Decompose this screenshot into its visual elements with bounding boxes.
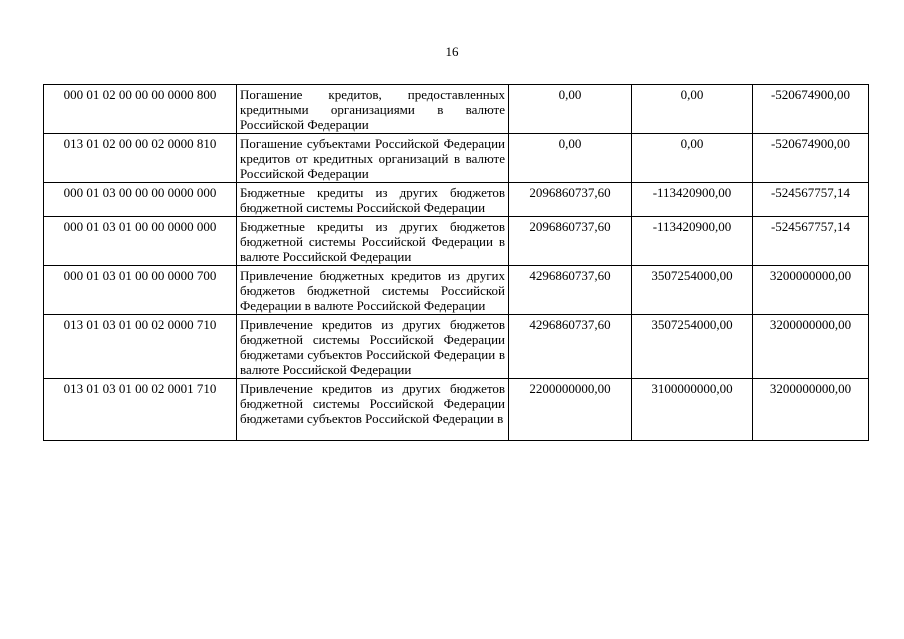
amount-year2-cell: -113420900,00 [632,183,753,217]
amount-year1-cell: 2200000000,00 [509,379,632,441]
amount-year3-cell: -524567757,14 [753,183,869,217]
table-row [44,315,869,379]
budget-sources-table [43,84,869,441]
amount-year2-cell: -113420900,00 [632,217,753,266]
amount-year2-cell: 3507254000,00 [632,266,753,315]
budget-code-cell: 000 01 03 01 00 00 0000 000 [44,217,237,266]
amount-year3-cell: -520674900,00 [753,134,869,183]
item-name-cell: Бюджетные кредиты из других бюджетов бюджетной системы Российской Федерации в валюте Российской Федерации [237,217,509,266]
amount-year1-cell: 2096860737,60 [509,217,632,266]
table-row [44,85,869,134]
table-row [44,134,869,183]
item-name-cell: Привлечение бюджетных кредитов из других бюджетов бюджетной системы Российской Федерации в валюте Российской Федерации [237,266,509,315]
budget-code-cell: 000 01 02 00 00 00 0000 800 [44,85,237,134]
amount-year3-cell: 3200000000,00 [753,379,869,441]
amount-year3-cell: 3200000000,00 [753,315,869,379]
page-number: 16 [445,44,459,59]
budget-code-cell: 013 01 03 01 00 02 0000 710 [44,315,237,379]
amount-year2-cell: 0,00 [632,134,753,183]
table-row [44,217,869,266]
amount-year1-cell: 0,00 [509,85,632,134]
amount-year3-cell: 3200000000,00 [753,266,869,315]
amount-year3-cell: -524567757,14 [753,217,869,266]
budget-code-cell: 000 01 03 00 00 00 0000 000 [44,183,237,217]
budget-code-cell: 013 01 02 00 00 02 0000 810 [44,134,237,183]
item-name-text: Привлечение кредитов из других бюджетов бюджетной системы Российской Федерации бюджетами субъектов Российской Федерации в [240,381,505,426]
budget-code-cell: 013 01 03 01 00 02 0001 710 [44,379,237,441]
amount-year3-cell: -520674900,00 [753,85,869,134]
budget-code-cell: 000 01 03 01 00 00 0000 700 [44,266,237,315]
amount-year1-cell: 4296860737,60 [509,315,632,379]
table-row [44,266,869,315]
item-name-cell: Бюджетные кредиты из других бюджетов бюджетной системы Российской Федерации [237,183,509,217]
item-name-cell: Погашение кредитов, предоставленных кредитными организациями в валюте Российской Федерации [237,85,509,134]
amount-year1-cell: 0,00 [509,134,632,183]
amount-year1-cell: 2096860737,60 [509,183,632,217]
amount-year2-cell: 3507254000,00 [632,315,753,379]
amount-year1-cell: 4296860737,60 [509,266,632,315]
table-row [44,379,869,441]
item-name-cell [237,379,509,441]
amount-year2-cell: 3100000000,00 [632,379,753,441]
item-name-cell: Погашение субъектами Российской Федерации кредитов от кредитных организаций в валюте Российской Федерации [237,134,509,183]
table-row [44,183,869,217]
amount-year2-cell: 0,00 [632,85,753,134]
item-name-cell: Привлечение кредитов из других бюджетов бюджетной системы Российской Федерации бюджетами субъектов Российской Федерации в валюте Российской Федерации [237,315,509,379]
